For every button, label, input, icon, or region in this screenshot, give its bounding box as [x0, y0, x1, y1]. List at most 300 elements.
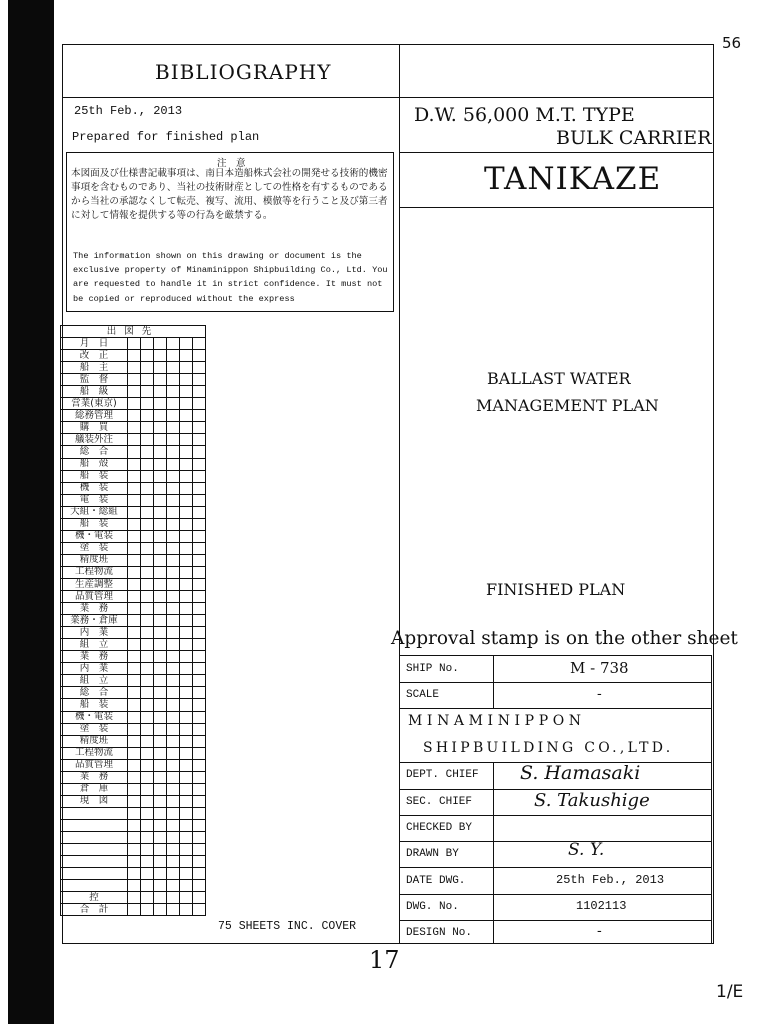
distribution-check-cell: [154, 783, 167, 795]
distribution-check-cell: [180, 651, 193, 663]
distribution-row: [61, 856, 206, 868]
distribution-check-cell: [154, 747, 167, 759]
distribution-row-label: 機・電装: [61, 530, 128, 542]
distribution-row-label: [61, 868, 128, 880]
distribution-row-label: 総 合: [61, 446, 128, 458]
distribution-check-cell: [128, 868, 141, 880]
distribution-row-label: 営業(東京): [61, 398, 128, 410]
distribution-row: [61, 663, 206, 675]
distribution-check-cell: [128, 554, 141, 566]
distribution-check-cell: [180, 362, 193, 374]
distribution-row-label: 倉 庫: [61, 783, 128, 795]
drawn-by-signature: S. Y.: [568, 840, 605, 860]
distribution-check-cell: [128, 603, 141, 615]
distribution-row: [61, 458, 206, 470]
distribution-row: [61, 675, 206, 687]
distribution-check-cell: [154, 856, 167, 868]
distribution-check-cell: [180, 386, 193, 398]
distribution-row: [61, 880, 206, 892]
distribution-check-cell: [180, 868, 193, 880]
distribution-row-label: 合 計: [61, 904, 128, 916]
distribution-check-cell: [180, 566, 193, 578]
distribution-check-cell: [180, 663, 193, 675]
distribution-check-cell: [141, 386, 154, 398]
distribution-check-cell: [128, 482, 141, 494]
distribution-check-cell: [141, 723, 154, 735]
distribution-check-cell: [180, 398, 193, 410]
distribution-check-cell: [193, 723, 206, 735]
distribution-check-cell: [128, 892, 141, 904]
distribution-check-cell: [128, 627, 141, 639]
distribution-check-cell: [180, 699, 193, 711]
distribution-check-cell: [154, 627, 167, 639]
distribution-row: [61, 410, 206, 422]
distribution-check-cell: [167, 410, 180, 422]
distribution-check-cell: [167, 398, 180, 410]
distribution-check-cell: [141, 554, 154, 566]
distribution-check-cell: [128, 446, 141, 458]
distribution-row-label: 工程物流: [61, 566, 128, 578]
distribution-check-cell: [141, 699, 154, 711]
distribution-check-cell: [128, 844, 141, 856]
plan-title-line-2: MANAGEMENT PLAN: [476, 396, 659, 415]
distribution-row: [61, 446, 206, 458]
distribution-check-cell: [141, 639, 154, 651]
distribution-check-cell: [180, 518, 193, 530]
distribution-row-label: 大組・総組: [61, 506, 128, 518]
distribution-check-cell: [193, 627, 206, 639]
distribution-check-cell: [167, 458, 180, 470]
sec-chief-signature: S. Takushige: [534, 790, 650, 811]
distribution-row: [61, 615, 206, 627]
distribution-check-cell: [154, 362, 167, 374]
distribution-check-cell: [154, 554, 167, 566]
distribution-check-cell: [193, 566, 206, 578]
distribution-row: [61, 639, 206, 651]
distribution-check-cell: [193, 591, 206, 603]
distribution-check-cell: [180, 627, 193, 639]
distribution-check-cell: [128, 506, 141, 518]
distribution-row: [61, 482, 206, 494]
distribution-check-cell: [167, 338, 180, 350]
distribution-row: [61, 795, 206, 807]
dept-chief-label: DEPT. CHIEF: [406, 769, 479, 781]
distribution-check-cell: [167, 723, 180, 735]
distribution-check-cell: [154, 338, 167, 350]
distribution-row: [61, 494, 206, 506]
distribution-check-cell: [141, 807, 154, 819]
distribution-check-cell: [154, 422, 167, 434]
distribution-check-cell: [141, 518, 154, 530]
distribution-check-cell: [193, 771, 206, 783]
distribution-check-cell: [193, 880, 206, 892]
distribution-row-label: 工程物流: [61, 747, 128, 759]
distribution-check-cell: [167, 518, 180, 530]
distribution-row: [61, 844, 206, 856]
distribution-check-cell: [128, 795, 141, 807]
distribution-check-cell: [154, 542, 167, 554]
distribution-row: [61, 699, 206, 711]
distribution-check-cell: [141, 494, 154, 506]
distribution-check-cell: [167, 374, 180, 386]
distribution-row: [61, 386, 206, 398]
distribution-check-cell: [193, 542, 206, 554]
distribution-check-cell: [193, 362, 206, 374]
distribution-row: [61, 771, 206, 783]
distribution-row: [61, 566, 206, 578]
distribution-row-label: 業務・倉庫: [61, 615, 128, 627]
distribution-row: [61, 578, 206, 590]
distribution-check-cell: [167, 868, 180, 880]
distribution-row-label: 精度班: [61, 554, 128, 566]
distribution-check-cell: [128, 410, 141, 422]
distribution-check-cell: [193, 663, 206, 675]
distribution-check-cell: [141, 735, 154, 747]
distribution-check-cell: [154, 687, 167, 699]
distribution-check-cell: [167, 795, 180, 807]
distribution-check-cell: [180, 591, 193, 603]
distribution-row: [61, 687, 206, 699]
distribution-row-label: 船 級: [61, 386, 128, 398]
distribution-check-cell: [167, 735, 180, 747]
distribution-check-cell: [154, 591, 167, 603]
distribution-check-cell: [128, 578, 141, 590]
distribution-check-cell: [128, 651, 141, 663]
distribution-check-cell: [193, 868, 206, 880]
distribution-check-cell: [154, 446, 167, 458]
company-name-line-1: MINAMINIPPON: [408, 713, 586, 729]
distribution-check-cell: [180, 892, 193, 904]
page-number: 17: [369, 946, 400, 974]
distribution-check-cell: [141, 880, 154, 892]
distribution-check-cell: [193, 735, 206, 747]
distribution-check-cell: [180, 458, 193, 470]
distribution-row-label: 総 合: [61, 687, 128, 699]
distribution-check-cell: [180, 434, 193, 446]
distribution-check-cell: [180, 844, 193, 856]
distribution-check-cell: [141, 530, 154, 542]
distribution-check-cell: [154, 410, 167, 422]
distribution-row: [61, 338, 206, 350]
distribution-check-cell: [180, 530, 193, 542]
distribution-check-cell: [141, 783, 154, 795]
distribution-check-cell: [167, 759, 180, 771]
distribution-row-label: [61, 856, 128, 868]
distribution-check-cell: [154, 880, 167, 892]
center-divider: [399, 44, 400, 944]
distribution-row: [61, 807, 206, 819]
distribution-row: [61, 627, 206, 639]
distribution-check-cell: [128, 494, 141, 506]
distribution-check-cell: [141, 470, 154, 482]
dept-chief-signature: S. Hamasaki: [520, 762, 641, 784]
distribution-check-cell: [193, 386, 206, 398]
distribution-row: [61, 603, 206, 615]
distribution-check-cell: [154, 868, 167, 880]
distribution-check-cell: [193, 482, 206, 494]
distribution-check-cell: [167, 699, 180, 711]
distribution-check-cell: [180, 856, 193, 868]
distribution-check-cell: [154, 675, 167, 687]
distribution-check-cell: [141, 398, 154, 410]
distribution-check-cell: [128, 422, 141, 434]
distribution-check-cell: [128, 759, 141, 771]
distribution-check-cell: [167, 494, 180, 506]
plan-status: FINISHED PLAN: [486, 580, 626, 599]
distribution-check-cell: [167, 675, 180, 687]
distribution-check-cell: [167, 446, 180, 458]
distribution-check-cell: [180, 615, 193, 627]
distribution-check-cell: [193, 422, 206, 434]
distribution-check-cell: [167, 434, 180, 446]
distribution-check-cell: [180, 506, 193, 518]
sec-chief-label: SEC. CHIEF: [406, 796, 473, 808]
distribution-check-cell: [141, 591, 154, 603]
distribution-check-cell: [128, 687, 141, 699]
distribution-check-cell: [193, 603, 206, 615]
distribution-check-cell: [180, 374, 193, 386]
distribution-check-cell: [141, 675, 154, 687]
distribution-check-cell: [141, 627, 154, 639]
distribution-check-cell: [167, 880, 180, 892]
distribution-check-cell: [154, 578, 167, 590]
distribution-row-label: 船 装: [61, 699, 128, 711]
distribution-check-cell: [128, 639, 141, 651]
distribution-check-cell: [154, 494, 167, 506]
distribution-row-label: 機・電装: [61, 711, 128, 723]
distribution-check-cell: [180, 603, 193, 615]
distribution-check-cell: [193, 639, 206, 651]
distribution-check-cell: [154, 518, 167, 530]
distribution-check-cell: [167, 747, 180, 759]
design-no-label: DESIGN No.: [406, 927, 473, 939]
approval-note: Approval stamp is on the other sheet: [391, 628, 738, 649]
distribution-row-label: 船 殻: [61, 458, 128, 470]
confidentiality-notice: [66, 152, 394, 312]
distribution-check-cell: [167, 470, 180, 482]
bibliography-date: 25th Feb., 2013: [74, 104, 183, 118]
distribution-check-cell: [141, 374, 154, 386]
distribution-row: [61, 735, 206, 747]
distribution-check-cell: [154, 771, 167, 783]
distribution-check-cell: [154, 699, 167, 711]
distribution-check-cell: [180, 446, 193, 458]
distribution-check-cell: [167, 892, 180, 904]
distribution-check-cell: [180, 747, 193, 759]
distribution-check-cell: [128, 398, 141, 410]
distribution-check-cell: [167, 615, 180, 627]
distribution-check-cell: [180, 795, 193, 807]
distribution-check-cell: [141, 566, 154, 578]
distribution-table: [60, 325, 206, 916]
distribution-check-cell: [141, 831, 154, 843]
distribution-check-cell: [128, 615, 141, 627]
distribution-header: 出図先: [61, 326, 206, 338]
notice-jp-text: 本図面及び仕様書記載事項は、南日本造船株式会社の開発せる技術的機密事項を含むものであり、当社の技術財産としての性格を有するものであるから当社の承認なくして転売、複写、流用、模倣等を行うこと及び第三者に対して情報を提供する等の行為を厳禁する。: [71, 168, 388, 221]
distribution-row: [61, 831, 206, 843]
distribution-check-cell: [180, 410, 193, 422]
distribution-check-cell: [154, 458, 167, 470]
distribution-check-cell: [128, 386, 141, 398]
distribution-check-cell: [141, 856, 154, 868]
distribution-check-cell: [193, 783, 206, 795]
distribution-check-cell: [193, 747, 206, 759]
plan-title-line-1: BALLAST WATER: [487, 369, 631, 388]
distribution-check-cell: [154, 759, 167, 771]
distribution-check-cell: [154, 663, 167, 675]
distribution-check-cell: [154, 506, 167, 518]
distribution-check-cell: [193, 675, 206, 687]
distribution-check-cell: [180, 554, 193, 566]
distribution-row: [61, 530, 206, 542]
distribution-row-label: 現 図: [61, 795, 128, 807]
distribution-check-cell: [193, 554, 206, 566]
distribution-check-cell: [128, 338, 141, 350]
distribution-check-cell: [141, 663, 154, 675]
distribution-check-cell: [128, 831, 141, 843]
distribution-check-cell: [128, 807, 141, 819]
distribution-check-cell: [154, 819, 167, 831]
ship-name: TANIKAZE: [484, 161, 662, 197]
distribution-check-cell: [193, 687, 206, 699]
distribution-row-label: 塗 装: [61, 542, 128, 554]
distribution-check-cell: [193, 506, 206, 518]
distribution-check-cell: [154, 795, 167, 807]
distribution-check-cell: [167, 422, 180, 434]
distribution-check-cell: [193, 699, 206, 711]
distribution-row: [61, 591, 206, 603]
distribution-check-cell: [128, 530, 141, 542]
dw-line: D.W. 56,000 M.T. TYPE: [414, 104, 635, 126]
distribution-check-cell: [141, 458, 154, 470]
distribution-row: [61, 470, 206, 482]
distribution-check-cell: [128, 566, 141, 578]
distribution-row-label: [61, 831, 128, 843]
distribution-check-cell: [141, 506, 154, 518]
distribution-check-cell: [193, 831, 206, 843]
distribution-check-cell: [167, 819, 180, 831]
distribution-row-label: [61, 844, 128, 856]
distribution-check-cell: [141, 844, 154, 856]
distribution-check-cell: [128, 350, 141, 362]
distribution-check-cell: [180, 494, 193, 506]
notice-heading: 注 意: [217, 158, 246, 169]
distribution-row-label: [61, 807, 128, 819]
distribution-row: [61, 904, 206, 916]
distribution-check-cell: [193, 615, 206, 627]
distribution-row-label: 内 業: [61, 627, 128, 639]
distribution-check-cell: [193, 458, 206, 470]
distribution-check-cell: [141, 795, 154, 807]
distribution-check-cell: [193, 807, 206, 819]
distribution-check-cell: [141, 578, 154, 590]
distribution-row-label: 生産調整: [61, 578, 128, 590]
distribution-check-cell: [167, 362, 180, 374]
distribution-check-cell: [193, 350, 206, 362]
distribution-check-cell: [193, 711, 206, 723]
distribution-check-cell: [128, 783, 141, 795]
distribution-row-label: 総務管理: [61, 410, 128, 422]
distribution-check-cell: [193, 904, 206, 916]
distribution-row: [61, 892, 206, 904]
distribution-check-cell: [167, 554, 180, 566]
distribution-row: [61, 506, 206, 518]
distribution-row: [61, 868, 206, 880]
distribution-check-cell: [128, 735, 141, 747]
distribution-check-cell: [193, 530, 206, 542]
distribution-check-cell: [167, 771, 180, 783]
distribution-check-cell: [167, 603, 180, 615]
distribution-check-cell: [154, 482, 167, 494]
distribution-check-cell: [141, 603, 154, 615]
distribution-check-cell: [141, 482, 154, 494]
distribution-check-cell: [180, 880, 193, 892]
distribution-check-cell: [167, 639, 180, 651]
distribution-row-label: 船 主: [61, 362, 128, 374]
distribution-check-cell: [141, 651, 154, 663]
distribution-row-label: 内 業: [61, 663, 128, 675]
distribution-check-cell: [167, 591, 180, 603]
distribution-check-cell: [167, 506, 180, 518]
distribution-check-cell: [180, 904, 193, 916]
distribution-check-cell: [141, 338, 154, 350]
distribution-check-cell: [154, 735, 167, 747]
distribution-check-cell: [128, 904, 141, 916]
binding-strip: [8, 0, 54, 1024]
distribution-check-cell: [154, 566, 167, 578]
distribution-row: [61, 518, 206, 530]
distribution-check-cell: [180, 735, 193, 747]
distribution-check-cell: [154, 398, 167, 410]
distribution-row: [61, 350, 206, 362]
distribution-check-cell: [167, 530, 180, 542]
distribution-check-cell: [128, 723, 141, 735]
distribution-check-cell: [167, 350, 180, 362]
distribution-check-cell: [154, 434, 167, 446]
distribution-row: [61, 422, 206, 434]
distribution-check-cell: [180, 578, 193, 590]
scale-label: SCALE: [406, 689, 440, 701]
distribution-check-cell: [180, 687, 193, 699]
distribution-check-cell: [128, 747, 141, 759]
distribution-check-cell: [128, 374, 141, 386]
distribution-row: [61, 554, 206, 566]
distribution-check-cell: [193, 578, 206, 590]
distribution-row: [61, 398, 206, 410]
distribution-check-cell: [128, 819, 141, 831]
distribution-row-label: 品質管理: [61, 591, 128, 603]
distribution-check-cell: [180, 675, 193, 687]
distribution-row-label: 品質管理: [61, 759, 128, 771]
distribution-row-label: 業 務: [61, 651, 128, 663]
distribution-check-cell: [154, 639, 167, 651]
distribution-check-cell: [167, 627, 180, 639]
distribution-check-cell: [154, 844, 167, 856]
distribution-check-cell: [193, 651, 206, 663]
distribution-check-cell: [167, 904, 180, 916]
distribution-check-cell: [128, 518, 141, 530]
distribution-check-cell: [180, 783, 193, 795]
distribution-check-cell: [154, 603, 167, 615]
distribution-check-cell: [141, 446, 154, 458]
distribution-check-cell: [167, 663, 180, 675]
distribution-check-cell: [154, 651, 167, 663]
distribution-row-label: 控: [61, 892, 128, 904]
distribution-check-cell: [154, 723, 167, 735]
distribution-check-cell: [154, 615, 167, 627]
distribution-check-cell: [180, 338, 193, 350]
design-no-value: -: [597, 923, 602, 939]
